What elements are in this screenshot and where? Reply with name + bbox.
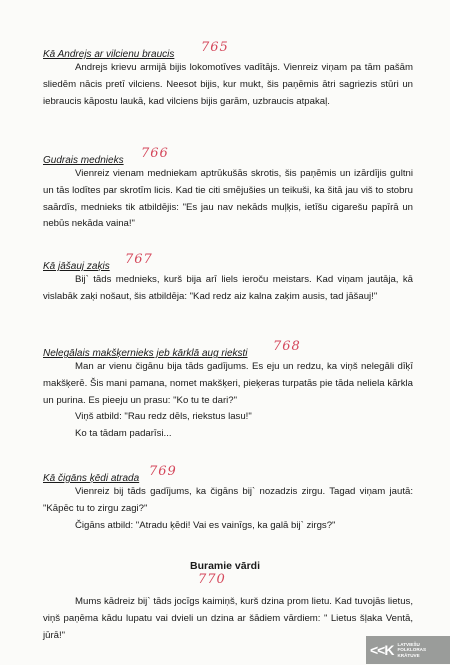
story-769	[43, 464, 413, 534]
story-line: Ko ta tādam padarīsi...	[75, 428, 172, 440]
logo-text	[397, 642, 426, 658]
handwritten-number: 769	[149, 464, 177, 479]
section-text: Mums kādreiz bij` tāds jocīgs kaimiņš, kurš dzina prom lietu. Kad tuvojās lietus, viņš paņēma kādu lupatu vai dvieli un dzina ar šādiem vārdiem: " Lietus šļaka Ventā, jūrā!"	[43, 596, 413, 641]
handwritten-number: 766	[141, 146, 169, 161]
story-title: Kā čigāns ķēdi atrada	[43, 473, 140, 484]
handwritten-number: 770	[198, 572, 226, 587]
logo-text-line: LATVIEŠU	[397, 642, 420, 648]
story-line: Čigāns atbild: "Atradu ķēdi! Vai es vainīgs, ka galā bij` zirgs?"	[75, 519, 336, 531]
story-title: Kā jāšauj zaķis	[43, 261, 110, 272]
handwritten-number: 767	[125, 252, 153, 267]
section-heading: Buramie vārdi	[189, 560, 261, 572]
story-text: Vienreiz vienam medniekam aptrūkušās skrotis, šis paņēmis un izārdījis gultni un tās lodītes par skrotīm licis. Kad tie citi smējušies un teikuši, ka šitā jau viš to stobru saārdīs, mednieks tik atbildējis: "Es jau nav nekāds muļķis, ietīšu cigarešu papīrā un nebūs nekāda vaina!"	[43, 168, 413, 230]
story-text: Vienreiz bij tāds gadījums, ka čigāns bij` nozadzis zirgu. Tagad viņam jautā: "Kāpēc tu to zirgu zagi?"	[43, 486, 413, 514]
logo-text-line: FOLKLORAS	[397, 647, 427, 653]
logo-mark: <<K	[370, 642, 394, 658]
story-text: Man ar vienu čigānu bija tāds gadījums. Es eju un redzu, ka viņš nelegāli dīķī makšķerē. Šis mani pamana, nomet makšķeri, pieķeras turpatās pie tāda neliela kārkla un purina. Es pieeju un prasu: "Ko tu te dari?"	[43, 361, 413, 406]
handwritten-number: 765	[201, 40, 229, 55]
story-768	[43, 339, 413, 443]
section-text-block	[43, 594, 413, 644]
logo-text-line: KRĀTUVE	[397, 652, 420, 658]
story-765	[43, 40, 413, 110]
story-text: Bij` tāds mednieks, kurš bija arī liels ieroču meistars. Kad viņam jautāja, kā vislabāk zaķi nošaut, šis atbildēja: "Kad redz aiz kalna zaķim ausis, tad jāšauj!"	[43, 274, 413, 302]
story-766	[43, 146, 413, 233]
story-title: Gudrais mednieks	[43, 155, 124, 166]
story-line: Viņš atbild: "Rau redz dēls, riekstus lasu!"	[75, 411, 252, 423]
story-text: Andrejs krievu armijā bijis lokomotīves vadītājs. Vienreiz viņam pa tām pašām sliedēm nācis pretī vilciens. Neesot bijis, kur mukt, šis paņēmis ātri sagriezis stūri un iebraucis kāpostu laukā, kad vilciens bijis garām, uzbraucis atpakaļ.	[43, 62, 413, 107]
story-767	[43, 252, 413, 306]
story-title: Nelegālais makšķernieks jeb kārklā aug rieksti	[43, 348, 248, 359]
handwritten-number: 768	[273, 339, 301, 354]
archive-logo	[366, 636, 450, 664]
story-title: Kā Andrejs ar vilcienu braucis	[43, 49, 175, 60]
